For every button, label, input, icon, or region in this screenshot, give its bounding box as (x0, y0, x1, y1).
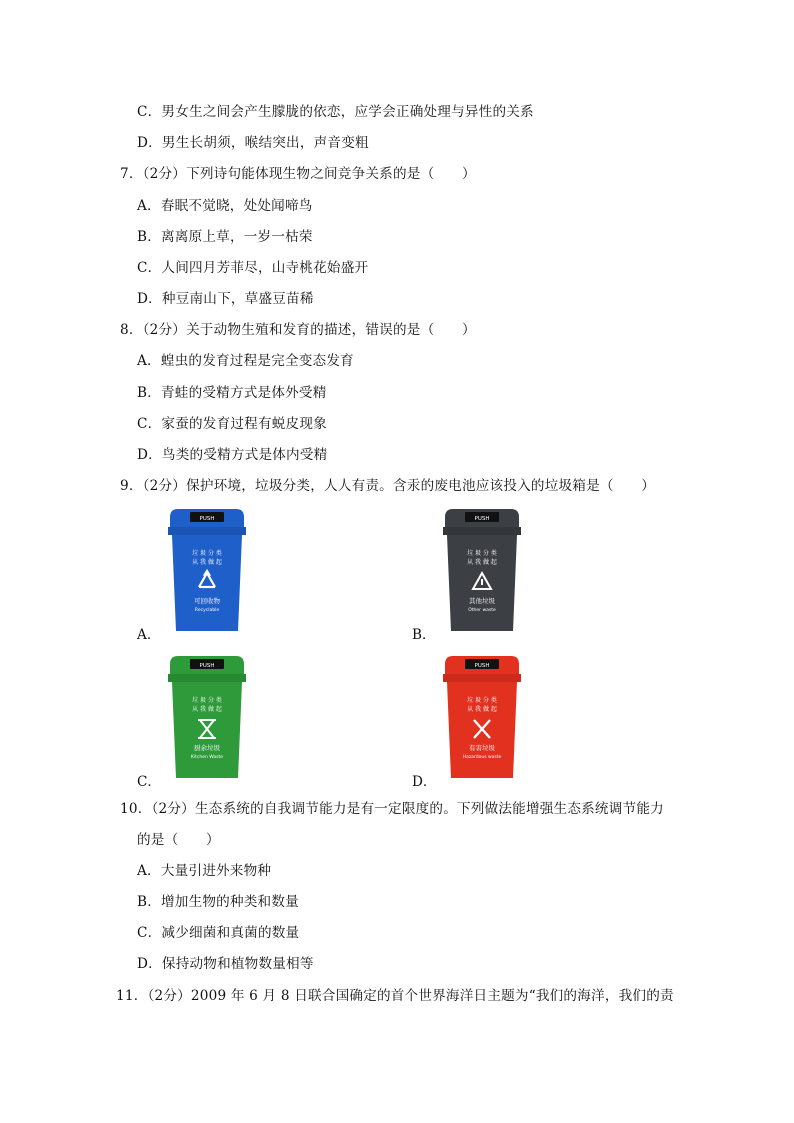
question-10-stem: 10．（2分）生态系统的自我调节能力是有一定限度的。下列做法能增强生态系统调节能力 (120, 801, 664, 817)
other-waste-bin (437, 505, 527, 635)
svg-text:从 我 做 起: 从 我 做 起 (192, 559, 222, 566)
question-8-stem: 8．（2分）关于动物生殖和发育的描述，错误的是（ ） (120, 322, 476, 338)
svg-text:PUSH: PUSH (474, 663, 490, 669)
q8-option-d: D．鸟类的受精方式是体内受精 (137, 447, 328, 463)
svg-text:垃 圾 分 类: 垃 圾 分 类 (192, 550, 222, 557)
svg-text:从 我 做 起: 从 我 做 起 (467, 706, 497, 713)
question-11-stem: 11．（2分）2009 年 6 月 8 日联合国确定的首个世界海洋日主题为“我们的海洋，我们的责 (116, 988, 674, 1004)
bin-option-b (412, 505, 572, 645)
svg-text:可回收物: 可回收物 (194, 597, 220, 605)
svg-text:从 我 做 起: 从 我 做 起 (192, 706, 222, 713)
q10-option-c: C．减少细菌和真菌的数量 (137, 925, 300, 941)
q7-option-a: A．春眠不觉晓，处处闻啼鸟 (137, 198, 313, 214)
svg-text:Hazardous waste: Hazardous waste (462, 755, 502, 760)
kitchen-waste-bin (162, 652, 252, 782)
q7-option-b: B．离离原上草，一岁一枯荣 (137, 229, 313, 245)
q10-option-a: A．大量引进外来物种 (137, 863, 272, 879)
svg-text:有害垃圾: 有害垃圾 (469, 744, 495, 752)
q8-option-c: C．家蚕的发育过程有蜕皮现象 (137, 416, 327, 432)
svg-text:PUSH: PUSH (199, 663, 215, 669)
q7-option-d: D．种豆南山下，草盛豆苗稀 (137, 291, 314, 307)
svg-text:Other waste: Other waste (468, 608, 496, 613)
bin-b-label: B． (412, 627, 436, 643)
bin-option-d (412, 652, 572, 792)
q10-option-d: D．保持动物和植物数量相等 (137, 956, 314, 972)
question-10-stem-cont: 的是（ ） (137, 832, 220, 848)
bin-c-label: C． (137, 774, 161, 790)
bin-d-label: D． (412, 774, 437, 790)
hazardous-waste-bin (437, 652, 527, 782)
q8-option-b: B．青蛙的受精方式是体外受精 (137, 385, 327, 401)
question-9-stem: 9．（2分）保护环境，垃圾分类，人人有责。含汞的废电池应该投入的垃圾箱是（ ） (120, 478, 656, 494)
svg-text:垃 圾 分 类: 垃 圾 分 类 (467, 697, 497, 704)
option-c: C．男女生之间会产生朦胧的依恋，应学会正确处理与异性的关系 (137, 104, 534, 120)
question-7-stem: 7．（2分）下列诗句能体现生物之间竞争关系的是（ ） (120, 166, 476, 182)
svg-text:厨余垃圾: 厨余垃圾 (194, 744, 220, 752)
svg-text:Kitchen Waste: Kitchen Waste (190, 755, 224, 760)
bin-option-c (137, 652, 297, 792)
svg-text:垃 圾 分 类: 垃 圾 分 类 (192, 697, 222, 704)
recyclable-bin (162, 505, 252, 635)
svg-text:PUSH: PUSH (199, 516, 215, 522)
q8-option-a: A．蝗虫的发育过程是完全变态发育 (137, 353, 354, 369)
bin-option-a (137, 505, 297, 645)
q7-option-c: C．人间四月芳菲尽，山寺桃花始盛开 (137, 260, 369, 276)
option-d: D．男生长胡须，喉结突出，声音变粗 (137, 135, 369, 151)
svg-text:垃 圾 分 类: 垃 圾 分 类 (467, 550, 497, 557)
svg-text:其他垃圾: 其他垃圾 (469, 597, 495, 605)
q10-option-b: B．增加生物的种类和数量 (137, 894, 299, 910)
bin-a-label: A． (137, 627, 161, 643)
svg-text:Recyclable: Recyclable (194, 608, 220, 613)
svg-text:从 我 做 起: 从 我 做 起 (467, 559, 497, 566)
svg-text:PUSH: PUSH (474, 516, 490, 522)
